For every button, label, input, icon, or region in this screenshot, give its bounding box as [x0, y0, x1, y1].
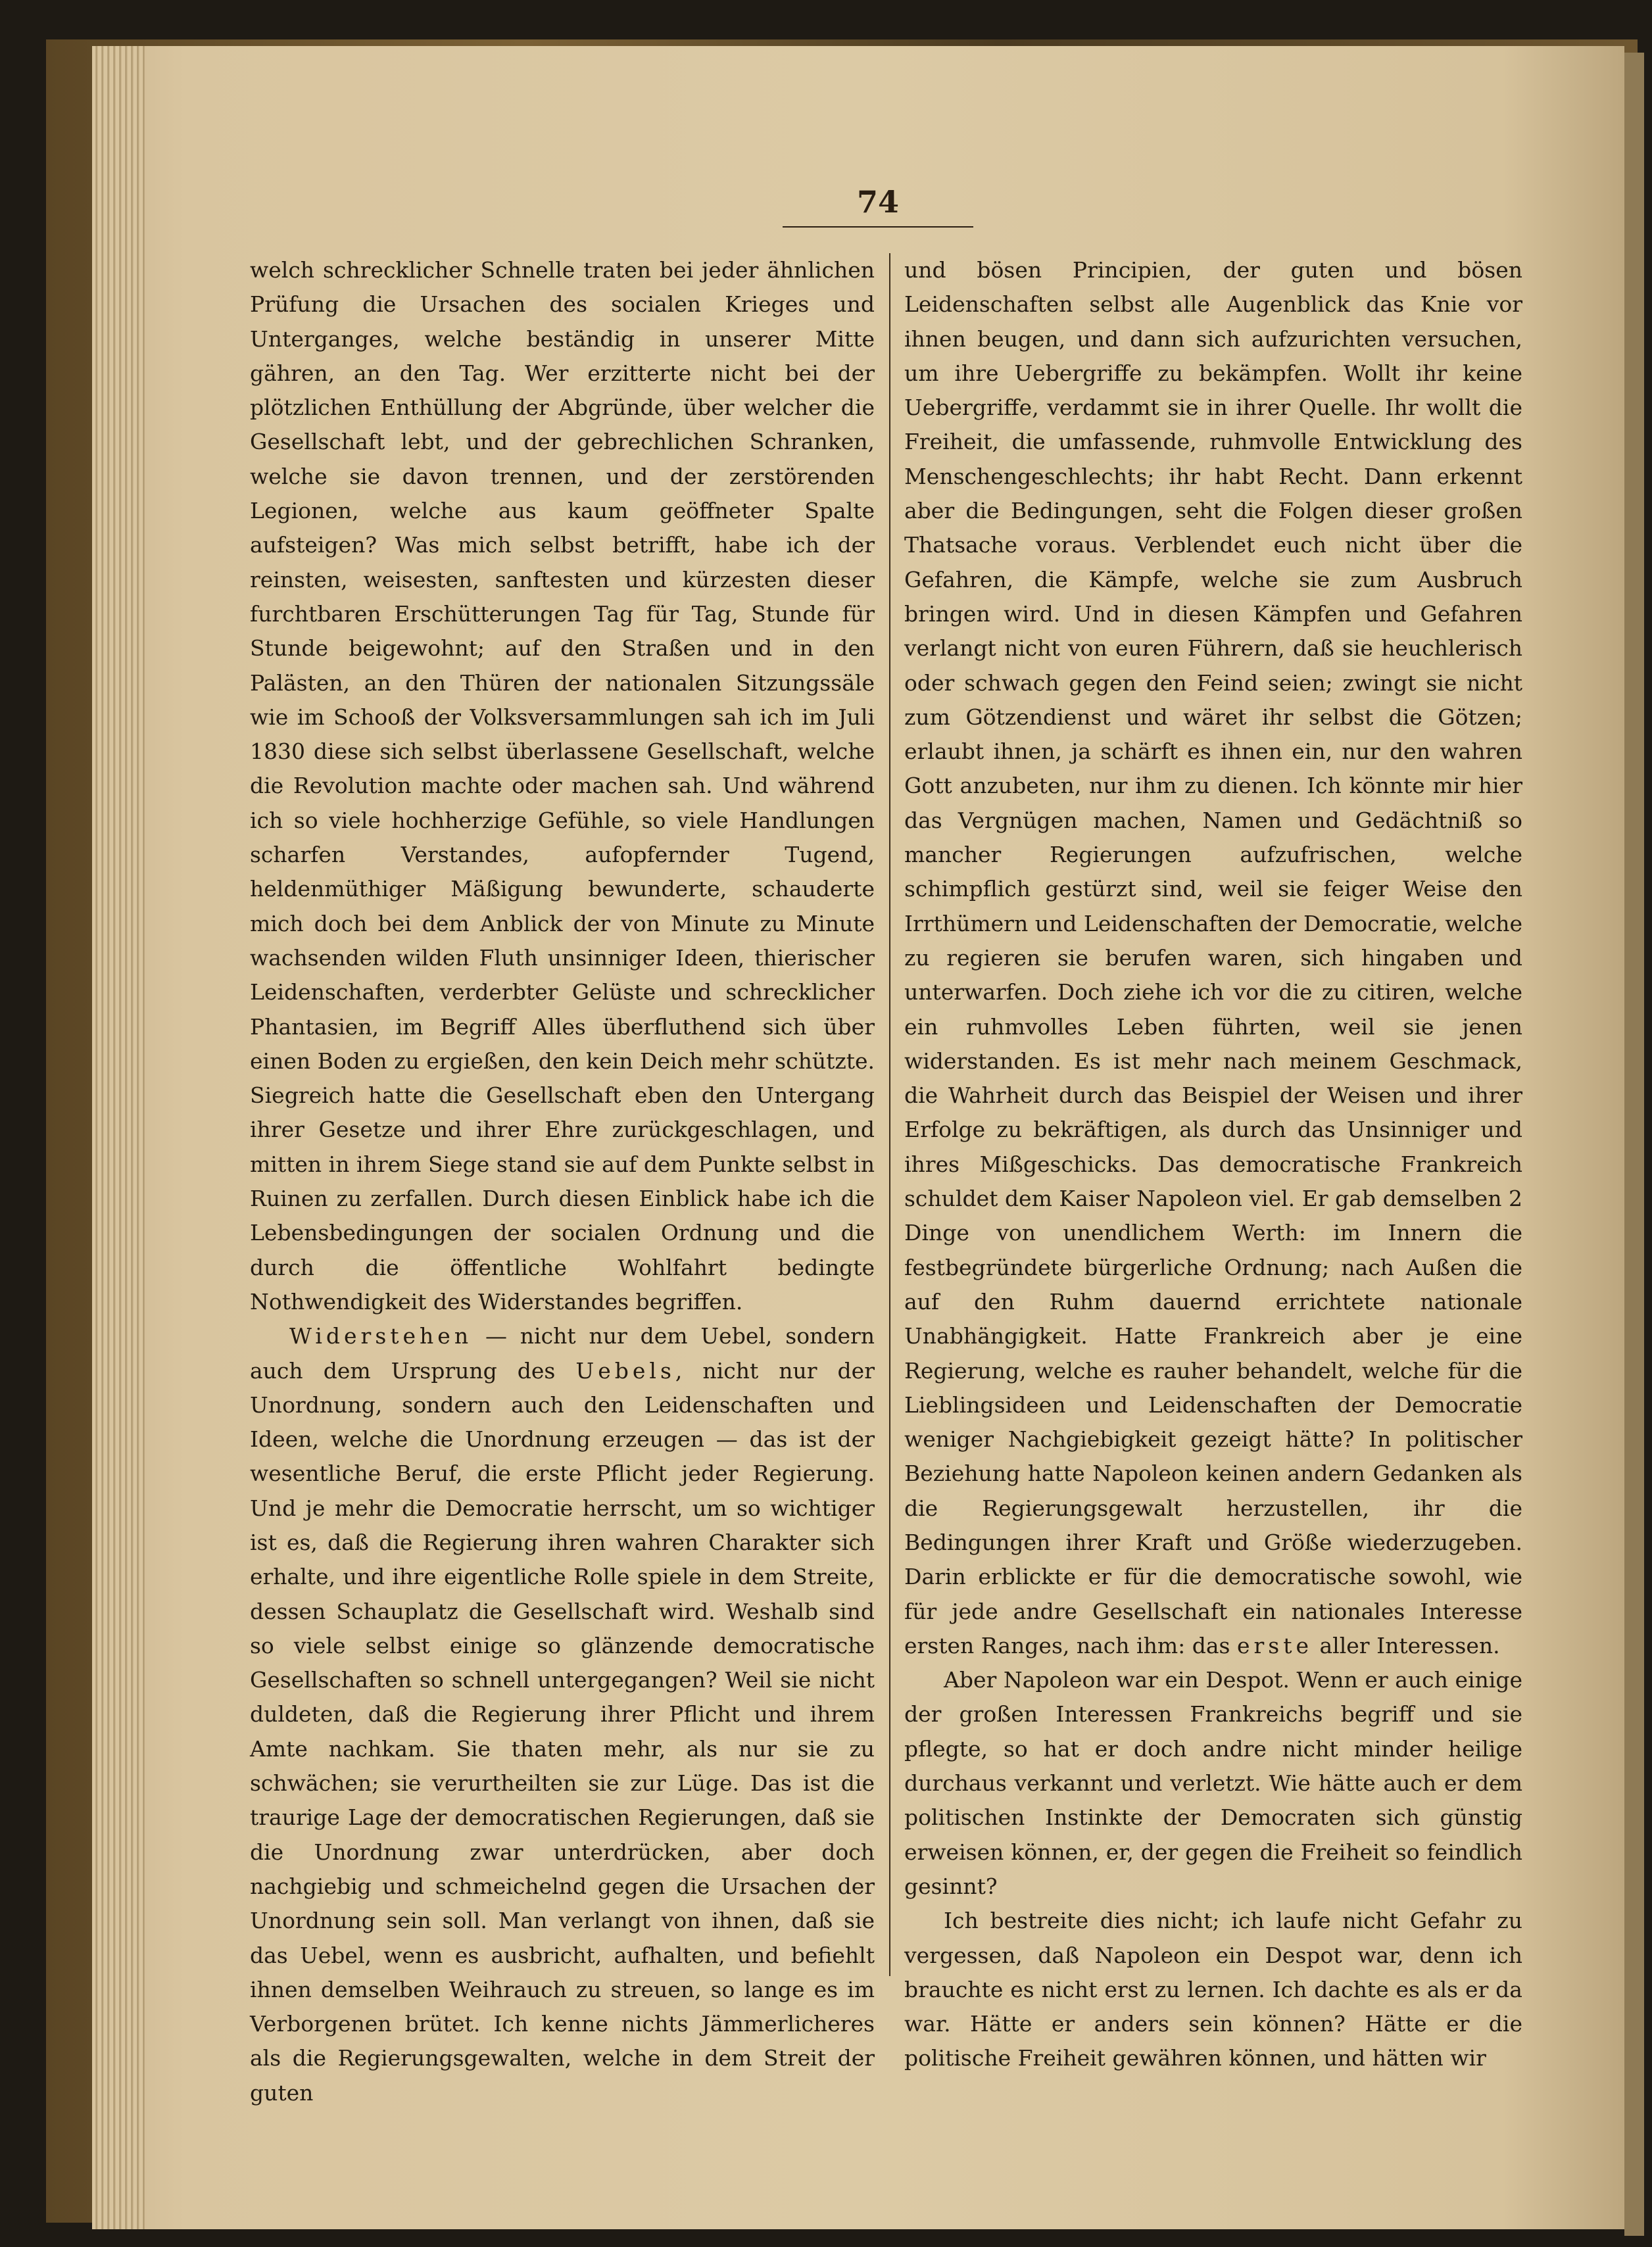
right-text-column	[904, 253, 1522, 2076]
left-paragraph-1: welch schrecklicher Schnelle traten bei jeder ähnlichen Prüfung die Ursachen des socialen Krieges und Unterganges, welche beständig in unserer Mitte gähren, an den Tag. Wer erzitterte nicht bei der plötzlichen Enthüllung der Abgründe, über welcher die Gesellschaft lebt, und der gebrechlichen Schranken, welche sie davon trennen, und der zerstörenden Legionen, welche aus kaum geöffneter Spalte aufsteigen? Was mich selbst betrifft, habe ich der reinsten, weisesten, sanftesten und kürzesten dieser furchtbaren Erschütterungen Tag für Tag, Stunde für Stunde beigewohnt; auf den Straßen und in den Palästen, an den Thüren der nationalen Sitzungssäle wie im Schooß der Volksversammlungen sah ich im Juli 1830 diese sich selbst überlassene Gesellschaft, welche die Revolution machte oder machen sah. Und während ich so viele hochherzige Gefühle, so viele Handlungen scharfen Verstandes, aufopfernder Tugend, heldenmüthiger Mäßigung bewunderte, schauderte mich doch bei dem Anblick der von Minute zu Minute wachsenden wilden Fluth unsinniger Ideen, thierischer Leidenschaften, verderbter Gelüste und schrecklicher Phantasien, im Begriff Alles überfluthend sich über einen Boden zu ergießen, den kein Deich mehr schützte. Siegreich hatte die Gesellschaft eben den Untergang ihrer Gesetze und ihrer Ehre zurückgeschlagen, und mitten in ihrem Siege stand sie auf dem Punkte selbst in Ruinen zu zerfallen. Durch diesen Einblick habe ich die Lebensbedingungen der socialen Ordnung und die durch die öffentliche Wohlfahrt bedingte Nothwendigkeit des Widerstandes begriffen.	[250, 257, 875, 1315]
spaced-word: Uebels	[575, 1357, 675, 1384]
header-rule	[783, 226, 973, 228]
text-run: und bösen Principien, der guten und bösen Leidenschaften selbst alle Augenblick das Knie vor ihnen beugen, und dann sich aufzurichten versuchen, um ihre Uebergriffe zu bekämpfen. Wollt ihr keine Uebergriffe, verdammt sie in ihrer Quelle. Ihr wollt die Freiheit, die umfassende, ruhmvolle Entwicklung des Menschengeschlechts; ihr habt Recht. Dann erkennt aber die Bedingungen, seht die Folgen dieser großen Thatsache voraus. Verblendet euch nicht über die Gefahren, die Kämpfe, welche sie zum Ausbruch bringen wird. Und in diesen Kämpfen und Gefahren verlangt nicht von euren Führern, daß sie heuchlerisch oder schwach gegen den Feind seien; zwingt sie nicht zum Götzendienst und wäret ihr selbst die Götzen; erlaubt ihnen, ja schärft es ihnen ein, nur den wahren Gott anzubeten, nur ihm zu dienen. Ich könnte mir hier das Vergnügen machen, Namen und Gedächtniß so mancher Regierungen aufzufrischen, welche schimpflich gestürzt sind, weil sie feiger Weise den Irrthümern und Leidenschaften der Democratie, welche zu regieren sie berufen waren, sich hingaben und unterwarfen. Doch ziehe ich vor die zu citiren, welche ein ruhmvolles Leben führten, weil sie jenen widerstanden. Es ist mehr nach meinem Geschmack, die Wahrheit durch das Beispiel der Weisen und ihrer Erfolge zu bekräftigen, als durch das Unsinniger und ihres Mißgeschicks. Das democratische Frankreich schuldet dem Kaiser Napoleon viel. Er gab demselben 2 Dinge von unendlichem Werth: im Innern die festbegründete bürgerliche Ordnung; nach Außen die auf den Ruhm dauernd errichtete nationale Unabhängigkeit. Hatte Frankreich aber je eine Regierung, welche es rauher behandelt, welche für die Lieblingsideen und Leidenschaften der Democratie weniger Nachgiebigkeit gezeigt hätte? In politischer Beziehung hatte Napoleon keinen andern Gedanken als die Regierungsgewalt herzustellen, ihr die Bedingungen ihrer Kraft und Größe wiederzugeben. Darin erblickte er für die democratische sowohl, wie für jede andre Gesellschaft ein nationales Interesse ersten Ranges, nach ihm: das	[904, 257, 1522, 1658]
text-run: , nicht nur der Unordnung, sondern auch den Leidenschaften und Ideen, welche die Unordnung erzeugen — das ist der wesentliche Beruf, die erste Pflicht jeder Regierung. Und je mehr die Democratie herrscht, um so wichtiger ist es, daß die Regierung ihren wahren Charakter sich erhalte, und ihre eigentliche Rolle spiele in dem Streite, dessen Schauplatz die Gesellschaft wird. Weshalb sind so viele selbst einige so glänzende democratische Gesellschaften so schnell untergegangen? Weil sie nicht duldeten, daß die Regierung ihrer Pflicht und ihrem Amte nachkam. Sie thaten mehr, als nur sie zu schwächen; sie verurtheilten sie zur Lüge. Das ist die traurige Lage der democratischen Regierungen, daß sie die Unordnung zwar unterdrücken, aber doch nachgiebig und schmeichelnd gegen die Ursachen der Unordnung sein soll. Man verlangt von ihnen, daß sie das Uebel, wenn es ausbricht, aufhalten, und befiehlt ihnen demselben Weihrauch zu streuen, so lange es im Verborgenen brütet. Ich kenne nichts Jämmerlicheres als die Regierungsgewalten, welche in dem Streit der guten	[250, 1357, 875, 2106]
left-paragraph-2	[250, 1319, 875, 2110]
page-number: 74	[856, 184, 899, 220]
next-page-edge	[1624, 53, 1644, 2236]
left-text-column	[250, 253, 875, 2110]
text-run: — nicht nur dem Uebel, sondern auch dem Ursprung des	[250, 1323, 875, 1384]
text-run: aller Interessen.	[1313, 1632, 1500, 1658]
right-paragraph-3: Ich bestreite dies nicht; ich laufe nicht Gefahr zu vergessen, daß Napoleon ein Despot war, denn ich brauchte es nicht erst zu lernen. Ich dachte es als er da war. Hätte er anders sein können? Hätte er die politische Freiheit gewähren können, und hätten wir	[904, 1908, 1522, 2071]
right-paragraph-2: Aber Napoleon war ein Despot. Wenn er auch einige der großen Interessen Frankreichs begriff und sie pflegte, so hat er doch andre nicht minder heilige durchaus verkannt und verletzt. Wie hätte auch er dem politischen Instinkte der Democraten sich günstig erweisen können, er, der gegen die Freiheit so feindlich gesinnt?	[904, 1667, 1522, 1899]
column-divider	[889, 253, 890, 1976]
spaced-word: erste	[1236, 1632, 1313, 1658]
right-paragraph-1	[904, 253, 1522, 1663]
page-edges-stack	[92, 46, 145, 2229]
spaced-word: Widerstehen	[289, 1323, 473, 1349]
